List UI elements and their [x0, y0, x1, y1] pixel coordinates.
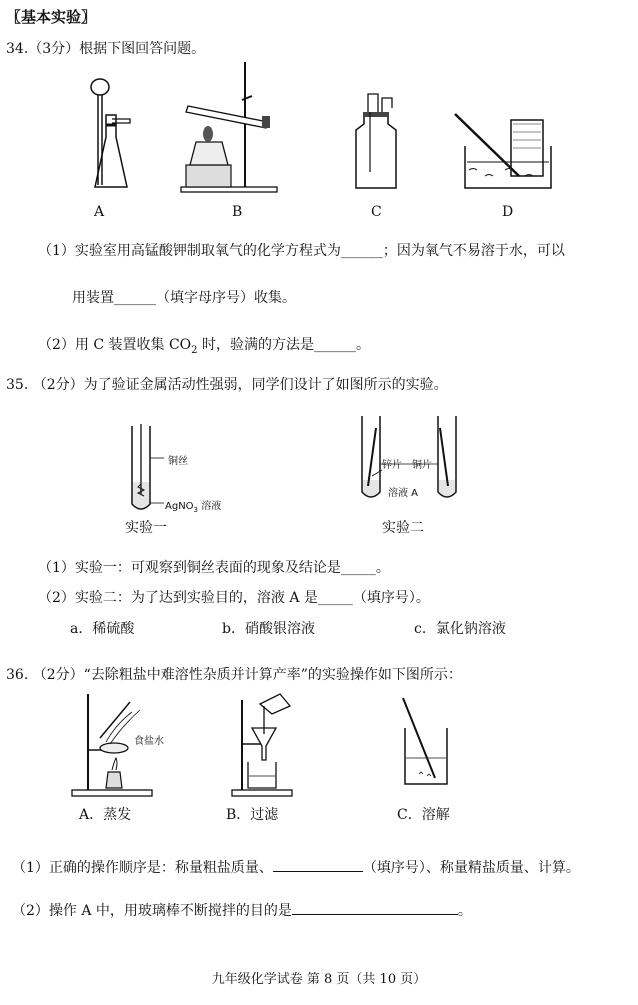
q36-part1	[12, 857, 580, 877]
q36-part1-post: （填序号）、称量精盐质量、计算。	[362, 860, 580, 876]
q35-part1: （1）实验一：可观察到铜丝表面的现象及结论是_____。	[38, 560, 390, 576]
q34-part2	[38, 334, 370, 356]
q35-stem: 35. （2分）为了验证金属活动性强弱，同学们设计了如图所示的实验。	[6, 377, 448, 393]
label-c: C	[371, 204, 382, 220]
agno3-tail: 溶液	[198, 501, 222, 512]
apparatus-a-figure	[70, 75, 140, 195]
q35-part2: （2）实验二：为了达到实验目的，溶液 A 是_____（填序号）。	[38, 590, 430, 606]
option-c: c．氯化钠溶液	[414, 621, 506, 637]
label-dissolution: C．溶解	[397, 807, 450, 823]
q36-part2-post: 。	[457, 903, 472, 919]
q34-part2-pre: （2）用 C 装置收集 CO	[38, 337, 192, 353]
label-evaporation: A．蒸发	[79, 807, 132, 823]
experiment-2-label: 实验二	[382, 520, 424, 536]
apparatus-c-figure	[348, 92, 403, 192]
copper-wire-label: 铜丝	[168, 456, 188, 467]
q34-part2-sub: 2	[191, 344, 198, 356]
option-a: a．稀硫酸	[70, 621, 135, 637]
agno3-label	[165, 497, 221, 514]
q36-part2	[12, 900, 472, 920]
label-b: B	[232, 204, 243, 220]
filtration-figure	[230, 690, 302, 798]
q34-stem: 34.（3分）根据下图回答问题。	[6, 41, 206, 57]
q36-part2-blank	[292, 902, 458, 915]
q34-part1-line1: （1）实验室用高锰酸钾制取氧气的化学方程式为______；因为氧气不易溶于水，可以	[38, 243, 565, 259]
q34-part2-post: 时，验满的方法是______。	[197, 337, 370, 353]
dissolution-figure	[395, 698, 455, 790]
label-a: A	[94, 204, 105, 220]
q36-part2-pre: （2）操作 A 中，用玻璃棒不断搅拌的目的是	[12, 903, 292, 919]
zinc-label: 锌片	[382, 460, 402, 471]
agno3-formula: AgNO	[165, 501, 194, 512]
option-b: b．硝酸银溶液	[222, 621, 315, 637]
label-filtration: B．过滤	[226, 807, 279, 823]
copper-piece-label: 铜片	[412, 460, 432, 471]
q36-part1-blank	[273, 859, 363, 872]
q36-stem: 36. （2分）“去除粗盐中难溶性杂质并计算产率”的实验操作如下图所示：	[6, 667, 462, 683]
solution-a-label: 溶液 A	[388, 488, 419, 499]
experiment-1-figure	[130, 424, 170, 514]
label-d: D	[502, 204, 514, 220]
q36-part1-pre: （1）正确的操作顺序是：称量粗盐质量、	[12, 860, 273, 876]
experiment-1-label: 实验一	[125, 520, 167, 536]
salt-water-label: 食盐水	[134, 736, 164, 747]
section-title: 〖基本实验〗	[6, 8, 97, 26]
agno3-sub: 3	[193, 506, 199, 514]
q34-part1-line2: 用装置______（填字母序号）收集。	[72, 290, 296, 306]
apparatus-b-figure	[178, 62, 283, 195]
apparatus-d-figure	[455, 110, 555, 192]
page-footer: 九年级化学试卷 第 8 页（共 10 页）	[211, 972, 427, 987]
